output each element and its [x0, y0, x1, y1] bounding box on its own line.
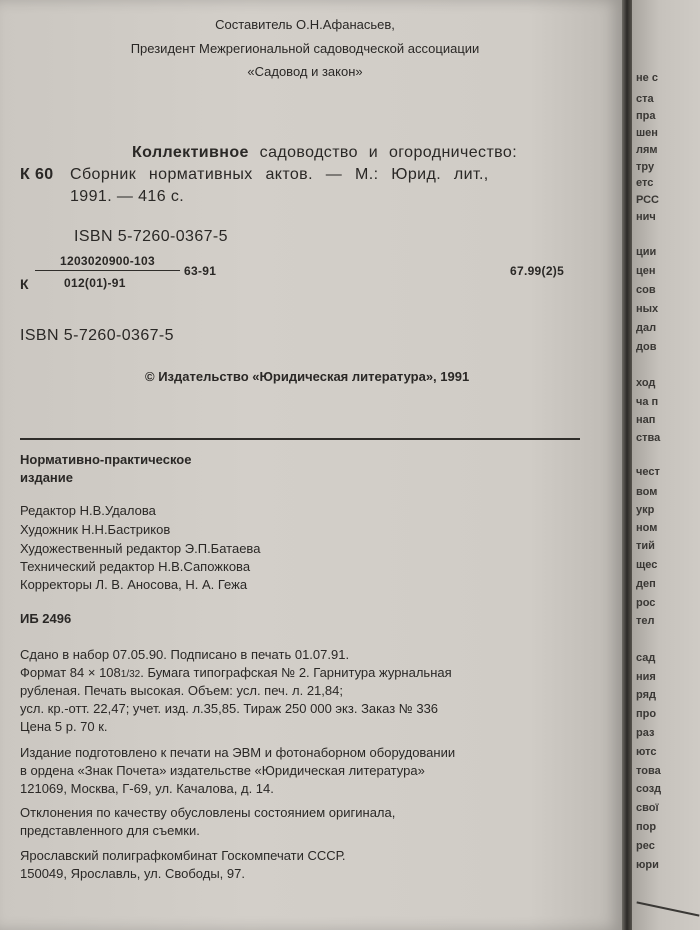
right-fragment: рес: [636, 840, 655, 852]
right-fragment: сад: [636, 652, 656, 664]
right-fragment: про: [636, 708, 657, 720]
catalog-title-bold: Коллективное: [132, 144, 249, 161]
right-fragment: етс: [636, 177, 654, 189]
right-fragment: нап: [636, 414, 656, 426]
right-fragment: шен: [636, 127, 658, 139]
right-fragment: юри: [636, 859, 659, 871]
catalog-line3: 1991. — 416 с.: [70, 188, 185, 205]
correctors-line: Корректоры Л. В. Аносова, Н. А. Гежа: [20, 577, 248, 592]
right-fragment: това: [636, 765, 661, 777]
right-fragment: РСС: [636, 194, 659, 206]
print-info-line4: усл. кр.-отт. 22,47; учет. изд. л.35,85. Тираж 250 000 экз. Заказ № 336: [20, 701, 439, 716]
right-fragment: дал: [636, 322, 657, 334]
right-fragment: чест: [636, 466, 660, 478]
publisher-line3: 121069, Москва, Г-69, ул. Качалова, д. 14.: [20, 781, 274, 796]
right-fragment: созд: [636, 783, 662, 795]
print-info-line1: Сдано в набор 07.05.90. Подписано в печать 01.07.91.: [20, 647, 350, 662]
printer-line1: Ярославский полиграфкомбинат Госкомпечати СССР.: [20, 848, 346, 863]
right-fragment: вом: [636, 486, 658, 498]
catalog-code: К 60: [20, 166, 54, 183]
right-fragment: деп: [636, 578, 656, 590]
catalog-title-rest: садоводство и огородничество:: [259, 144, 518, 161]
right-fragment: тру: [636, 161, 655, 173]
catalog-title: [132, 143, 517, 162]
right-page: [632, 0, 700, 930]
right-fragment: ния: [636, 671, 656, 683]
right-fragment: ча п: [636, 396, 659, 408]
right-fragment: нич: [636, 211, 656, 223]
print-info-line2: [20, 665, 452, 683]
format-fraction: 1/32: [120, 669, 141, 680]
right-fragment: тий: [636, 540, 655, 552]
right-fragment: лям: [636, 144, 658, 156]
format-suffix: . Бумага типографская № 2. Гарнитура журнальная: [140, 665, 452, 680]
artist-line: Художник Н.Н.Бастриков: [20, 522, 171, 537]
printer-line2: 150049, Ярославль, ул. Свободы, 97.: [20, 866, 245, 881]
catalog-line2: Сборник нормативных актов. — М.: Юрид. лит.,: [70, 166, 489, 183]
art-editor-line: Художественный редактор Э.П.Батаева: [20, 541, 261, 556]
right-fragment: ста: [636, 93, 654, 105]
fraction-numerator: 1203020900-103: [60, 254, 155, 268]
right-page-rule: [636, 901, 699, 916]
right-fragment: рос: [636, 597, 656, 609]
print-info-line3: рубленая. Печать высокая. Объем: усл. печ. л. 21,84;: [20, 683, 343, 698]
right-fragment: пор: [636, 821, 657, 833]
k-letter: К: [20, 276, 29, 292]
compiler-line: Составитель О.Н.Афанасьев,: [215, 17, 395, 32]
right-fragment: ход: [636, 377, 656, 389]
fraction-suffix: 63-91: [184, 264, 217, 278]
right-fragment: раз: [636, 727, 655, 739]
tech-editor-line: Технический редактор Н.В.Сапожкова: [20, 559, 251, 574]
editor-line: Редактор Н.В.Удалова: [20, 503, 156, 518]
right-fragment: цен: [636, 265, 656, 277]
right-fragment: сов: [636, 284, 656, 296]
right-fragment: ютс: [636, 746, 657, 758]
president-line: Президент Межрегиональной садоводческой ассоциации: [130, 41, 480, 56]
right-fragment: дов: [636, 341, 657, 353]
ib-number: ИБ 2496: [20, 611, 72, 626]
right-fragment: ции: [636, 246, 657, 258]
edition-type-line2: издание: [20, 470, 74, 485]
isbn-first: ISBN 5-7260-0367-5: [74, 228, 228, 245]
publisher-line1: Издание подготовлено к печати на ЭВМ и фотонаборном оборудовании: [20, 745, 456, 760]
isbn-second: ISBN 5-7260-0367-5: [20, 327, 174, 344]
classification-code: 67.99(2)5: [510, 264, 565, 278]
association-line: «Садовод и закон»: [247, 64, 363, 79]
right-fragment: ства: [636, 432, 661, 444]
fraction-denominator: 012(01)-91: [64, 276, 126, 290]
edition-type-line1: Нормативно-практическое: [20, 452, 192, 467]
copyright-line: © Издательство «Юридическая литература», 1991: [145, 369, 470, 384]
right-fragment: ных: [636, 303, 659, 315]
right-fragment: ряд: [636, 689, 656, 701]
right-fragment: тел: [636, 615, 655, 627]
right-fragment: ном: [636, 522, 658, 534]
divider-rule: [20, 438, 580, 440]
right-fragment: не с: [636, 72, 658, 84]
right-fragment: укр: [636, 504, 655, 516]
right-fragment: свої: [636, 802, 659, 814]
publisher-line2: в ордена «Знак Почета» издательстве «Юридическая литература»: [20, 763, 425, 778]
right-fragment: щес: [636, 559, 658, 571]
fraction-line: [35, 270, 180, 271]
print-info-line5: Цена 5 р. 70 к.: [20, 719, 108, 734]
book-gutter: [622, 0, 632, 930]
notice-line2: представленного для съемки.: [20, 823, 200, 838]
format-prefix: Формат 84 × 108: [20, 665, 121, 680]
right-fragment: пра: [636, 110, 656, 122]
notice-line1: Отклонения по качеству обусловлены состоянием оригинала,: [20, 805, 396, 820]
